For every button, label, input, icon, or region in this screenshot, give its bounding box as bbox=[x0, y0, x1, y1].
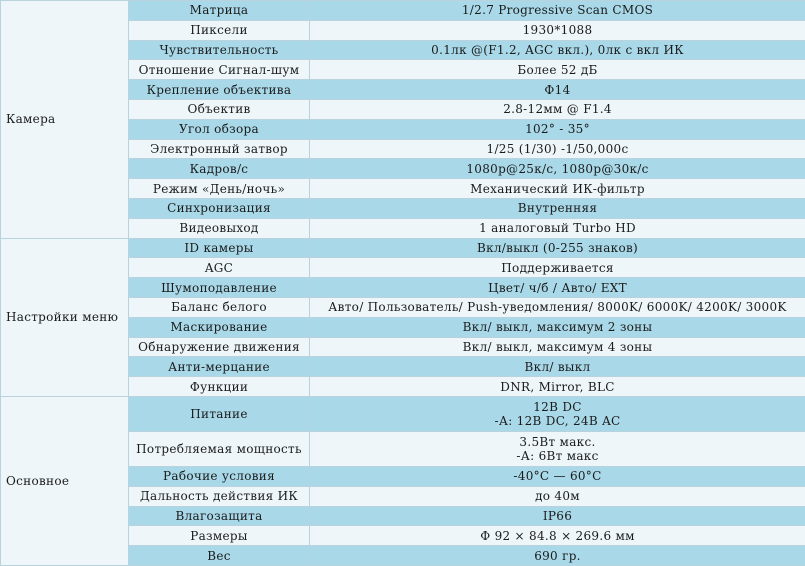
param-name: Синхронизация bbox=[129, 198, 310, 218]
table-row bbox=[1, 396, 805, 431]
param-value-line: 1930*1088 bbox=[522, 23, 593, 38]
param-value bbox=[310, 431, 805, 466]
param-value bbox=[310, 40, 805, 60]
spec-table-body bbox=[1, 1, 805, 566]
param-name: Шумоподавление bbox=[129, 278, 310, 298]
table-row bbox=[1, 238, 805, 258]
param-value bbox=[310, 377, 805, 397]
param-name: Анти-мерцание bbox=[129, 357, 310, 377]
param-value-line: 0.1лк @(F1.2, AGC вкл.), 0лк с вкл ИК bbox=[431, 42, 684, 57]
param-name: Функции bbox=[129, 377, 310, 397]
param-value-line: 690 гр. bbox=[534, 548, 581, 563]
param-value-line: 1 аналоговый Turbo HD bbox=[479, 221, 636, 236]
param-name: Влагозащита bbox=[129, 506, 310, 526]
param-value-line: 102° - 35° bbox=[525, 122, 590, 137]
param-value bbox=[310, 99, 805, 119]
param-name: Маскирование bbox=[129, 317, 310, 337]
param-name: Дальность действия ИК bbox=[129, 486, 310, 506]
param-value bbox=[310, 179, 805, 199]
param-value-line: IP66 bbox=[542, 508, 573, 523]
param-value bbox=[310, 297, 805, 317]
param-value-line: Вкл/ выкл bbox=[524, 359, 591, 374]
param-name: Режим «День/ночь» bbox=[129, 179, 310, 199]
group-label: Настройки меню bbox=[1, 238, 129, 396]
param-value bbox=[310, 119, 805, 139]
param-value bbox=[310, 466, 805, 486]
param-value bbox=[310, 60, 805, 80]
param-value-line: Ф14 bbox=[544, 82, 571, 97]
param-value-line: 1/2.7 Progressive Scan CMOS bbox=[461, 3, 654, 18]
param-value-line: 1/25 (1/30) -1/50,000с bbox=[486, 141, 629, 156]
group-label: Основное bbox=[1, 396, 129, 565]
param-value-line: Авто/ Пользователь/ Push-уведомления/ 8000K/ 6000K/ 4200K/ 3000K bbox=[328, 300, 787, 315]
param-value-line: 12В DC bbox=[533, 399, 582, 414]
param-value bbox=[310, 357, 805, 377]
param-name: Вес bbox=[129, 546, 310, 566]
param-value bbox=[310, 526, 805, 546]
param-value bbox=[310, 20, 805, 40]
param-name: Питание bbox=[129, 396, 310, 431]
param-value-line: Ф 92 × 84.8 × 269.6 мм bbox=[480, 528, 635, 543]
param-value-line: Внутренняя bbox=[517, 201, 598, 216]
param-value-line: 1080p@25к/с, 1080p@30к/с bbox=[466, 161, 649, 176]
param-name: Угол обзора bbox=[129, 119, 310, 139]
param-name: Матрица bbox=[129, 1, 310, 21]
param-name: Рабочие условия bbox=[129, 466, 310, 486]
param-name: ID камеры bbox=[129, 238, 310, 258]
param-value bbox=[310, 486, 805, 506]
param-name: Баланс белого bbox=[129, 297, 310, 317]
param-name: Пиксели bbox=[129, 20, 310, 40]
param-name: Кадров/с bbox=[129, 159, 310, 179]
param-value bbox=[310, 1, 805, 21]
param-name: Объектив bbox=[129, 99, 310, 119]
param-value bbox=[310, 546, 805, 566]
table-row bbox=[1, 1, 805, 21]
param-name: Электронный затвор bbox=[129, 139, 310, 159]
param-value bbox=[310, 238, 805, 258]
param-value-line: Цвет/ ч/б / Авто/ EXT bbox=[488, 280, 627, 295]
param-value-line: до 40м bbox=[535, 489, 580, 504]
param-value bbox=[310, 198, 805, 218]
param-value-line: 2.8-12мм @ F1.4 bbox=[503, 102, 612, 117]
param-name: Размеры bbox=[129, 526, 310, 546]
param-value-line: Поддерживается bbox=[501, 260, 614, 275]
param-value-line: -А: 6Вт макс bbox=[516, 448, 599, 463]
param-value bbox=[310, 506, 805, 526]
param-value bbox=[310, 139, 805, 159]
param-value bbox=[310, 337, 805, 357]
param-value-line: Вкл/ выкл, максимум 2 зоны bbox=[462, 320, 653, 335]
param-value-line: Вкл/выкл (0-255 знаков) bbox=[476, 240, 639, 255]
param-name: Чувствительность bbox=[129, 40, 310, 60]
param-value bbox=[310, 317, 805, 337]
param-value bbox=[310, 159, 805, 179]
param-value-line: Механический ИК-фильтр bbox=[470, 181, 645, 196]
group-label: Камера bbox=[1, 1, 129, 239]
param-value-line: Вкл/ выкл, максимум 4 зоны bbox=[462, 339, 653, 354]
param-value-line: DNR, Mirror, BLC bbox=[500, 379, 615, 394]
param-value bbox=[310, 278, 805, 298]
param-value bbox=[310, 80, 805, 100]
param-name: AGC bbox=[129, 258, 310, 278]
param-name: Видеовыход bbox=[129, 218, 310, 238]
param-name: Крепление объектива bbox=[129, 80, 310, 100]
param-value bbox=[310, 218, 805, 238]
param-name: Отношение Сигнал-шум bbox=[129, 60, 310, 80]
param-value-line: -40°C — 60°C bbox=[513, 469, 602, 484]
param-name: Потребляемая мощность bbox=[129, 431, 310, 466]
param-value-line: Более 52 дБ bbox=[517, 62, 598, 77]
param-value bbox=[310, 396, 805, 431]
param-value-line: -А: 12В DC, 24В AC bbox=[494, 413, 621, 428]
param-value bbox=[310, 258, 805, 278]
param-value-line: 3.5Вт макс. bbox=[519, 434, 596, 449]
param-name: Обнаружение движения bbox=[129, 337, 310, 357]
